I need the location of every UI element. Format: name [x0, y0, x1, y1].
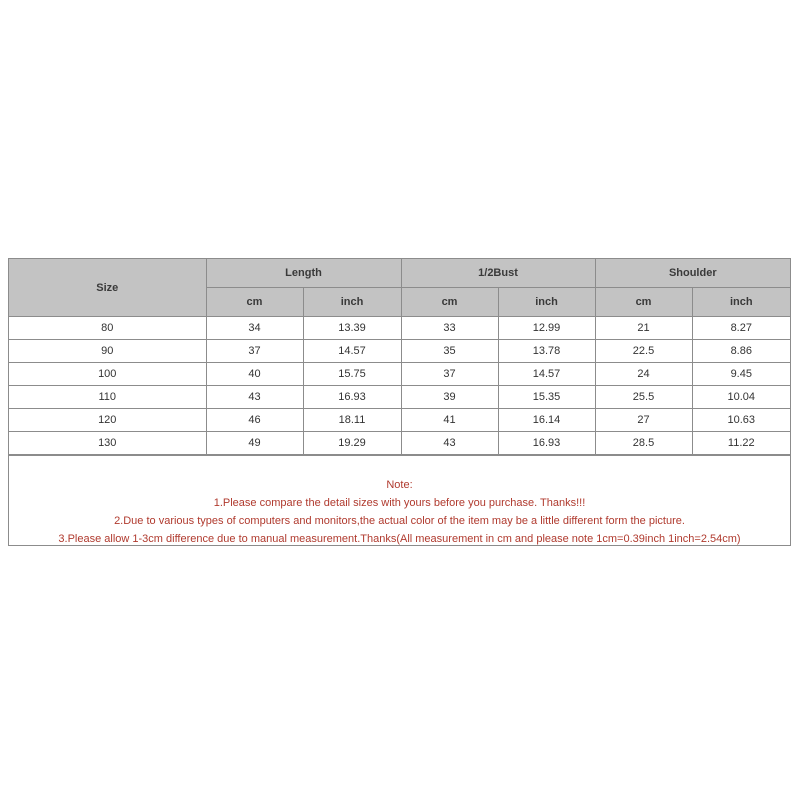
table-cell: 37 — [401, 363, 498, 386]
table-cell: 9.45 — [692, 363, 790, 386]
table-cell: 10.63 — [692, 409, 790, 432]
table-cell: 13.39 — [303, 317, 401, 340]
table-cell: 16.93 — [498, 432, 595, 455]
table-cell: 19.29 — [303, 432, 401, 455]
table-cell: 24 — [595, 363, 692, 386]
table-cell: 18.11 — [303, 409, 401, 432]
table-cell: 15.35 — [498, 386, 595, 409]
table-cell: 41 — [401, 409, 498, 432]
table-cell: 22.5 — [595, 340, 692, 363]
length-header: Length — [206, 259, 401, 288]
table-cell: 43 — [401, 432, 498, 455]
size-header: Size — [9, 259, 206, 317]
unit-header: inch — [692, 288, 790, 317]
header-row-groups — [9, 259, 790, 288]
unit-header: cm — [401, 288, 498, 317]
notes-section — [9, 455, 790, 545]
size-cell: 120 — [9, 409, 206, 432]
table-cell: 21 — [595, 317, 692, 340]
table-cell: 33 — [401, 317, 498, 340]
size-table — [9, 259, 790, 455]
unit-header: inch — [498, 288, 595, 317]
table-cell: 28.5 — [595, 432, 692, 455]
table-cell: 10.04 — [692, 386, 790, 409]
table-cell: 15.75 — [303, 363, 401, 386]
table-cell: 14.57 — [498, 363, 595, 386]
size-chart — [8, 258, 791, 546]
table-row — [9, 409, 790, 432]
size-cell: 130 — [9, 432, 206, 455]
table-cell: 34 — [206, 317, 303, 340]
table-cell: 40 — [206, 363, 303, 386]
table-cell: 16.14 — [498, 409, 595, 432]
note-title: Note: — [386, 479, 413, 491]
size-cell: 100 — [9, 363, 206, 386]
table-cell: 37 — [206, 340, 303, 363]
table-cell: 49 — [206, 432, 303, 455]
unit-header: inch — [303, 288, 401, 317]
table-cell: 14.57 — [303, 340, 401, 363]
table-cell: 8.86 — [692, 340, 790, 363]
table-cell: 46 — [206, 409, 303, 432]
size-cell: 110 — [9, 386, 206, 409]
table-cell: 39 — [401, 386, 498, 409]
table-cell: 12.99 — [498, 317, 595, 340]
table-row — [9, 363, 790, 386]
table-cell: 16.93 — [303, 386, 401, 409]
note-line: 1.Please compare the detail sizes with yours before you purchase. Thanks!!! — [213, 497, 586, 509]
table-cell: 27 — [595, 409, 692, 432]
table-cell: 35 — [401, 340, 498, 363]
note-line: 3.Please allow 1-3cm difference due to manual measurement.Thanks(All measurement in cm and please note 1cm=0.39inch 1inch=2.54cm) — [58, 533, 741, 545]
half-bust-header: 1/2Bust — [401, 259, 595, 288]
table-row — [9, 317, 790, 340]
size-cell: 90 — [9, 340, 206, 363]
table-cell: 13.78 — [498, 340, 595, 363]
unit-header: cm — [206, 288, 303, 317]
table-cell: 11.22 — [692, 432, 790, 455]
table-cell: 8.27 — [692, 317, 790, 340]
note-line: 2.Due to various types of computers and monitors,the actual color of the item may be a little different form the picture. — [114, 515, 685, 527]
table-cell: 25.5 — [595, 386, 692, 409]
unit-header: cm — [595, 288, 692, 317]
size-cell: 80 — [9, 317, 206, 340]
table-row — [9, 432, 790, 455]
shoulder-header: Shoulder — [595, 259, 790, 288]
table-row — [9, 386, 790, 409]
table-cell: 43 — [206, 386, 303, 409]
table-row — [9, 340, 790, 363]
